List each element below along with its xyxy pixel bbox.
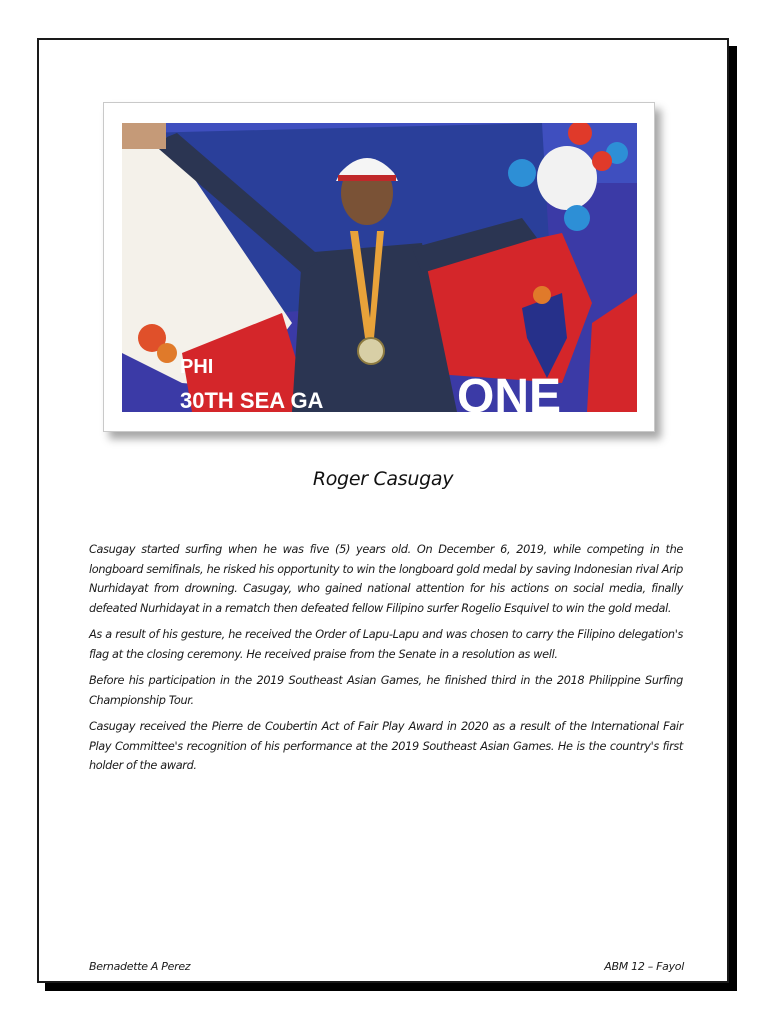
- article-body: [89, 540, 683, 783]
- photo-text-one: ONE: [457, 370, 562, 412]
- paragraph: As a result of his gesture, he received the Order of Lapu-Lapu and was chosen to carry the Filipino delegation's flag at the closing ceremony. He received praise from the Senate in a resolution as well.: [89, 628, 683, 661]
- photo-card: [103, 102, 655, 432]
- paragraph: Casugay received the Pierre de Coubertin Act of Fair Play Award in 2020 as a result of the International Fair Play Committee's recognition of his performance at the 2019 Southeast Asian Games. He is the country's first holder of the award.: [89, 720, 683, 772]
- footer-author: Bernadette A Perez: [89, 960, 191, 973]
- page-title: Roger Casugay: [312, 468, 454, 490]
- paragraph: Casugay started surfing when he was five (5) years old. On December 6, 2019, while competing in the longboard semifinals, he risked his opportunity to win the longboard gold medal by saving Indonesian rival Arip Nurhidayat from drowning. Casugay, who gained national attention for his actions on social media, finally defeated Nurhidayat in a rematch then defeated fellow Filipino surfer Rogelio Esquivel to win the gold medal.: [89, 543, 683, 615]
- photo-text-phi: PHI: [180, 356, 214, 378]
- photo-text-sea-games: 30TH SEA GA: [180, 388, 324, 412]
- page-frame: [37, 38, 729, 983]
- athlete-photo: [122, 123, 637, 412]
- footer-section: ABM 12 – Fayol: [604, 960, 684, 973]
- paragraph: Before his participation in the 2019 Southeast Asian Games, he finished third in the 2018 Philippine Surfing Championship Tour.: [89, 674, 683, 707]
